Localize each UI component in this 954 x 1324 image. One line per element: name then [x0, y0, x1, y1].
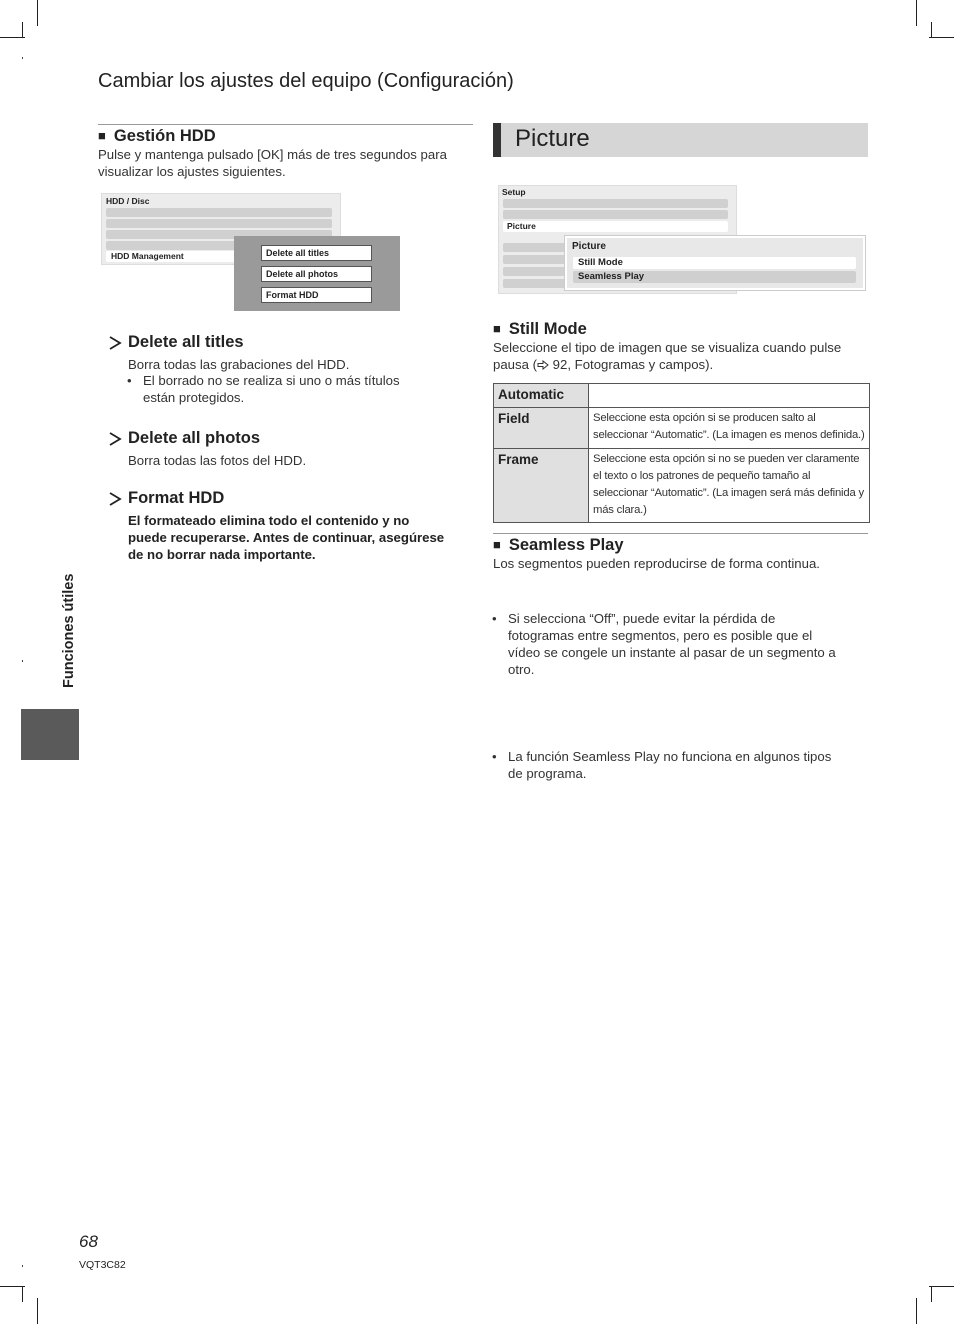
chevron-right-icon: [108, 431, 122, 447]
side-tab-label: Funciones útiles: [61, 573, 77, 688]
heading-marker: ■: [493, 537, 501, 552]
gestion-heading: [98, 127, 216, 146]
table-key: Field: [494, 408, 589, 449]
crop-mark: [931, 1286, 932, 1302]
crop-mark: [37, 1298, 38, 1324]
osd-option-format-hdd: Format HDD: [261, 287, 372, 303]
still-mode-table: [493, 383, 870, 523]
osd-option-delete-all-photos: Delete all photos: [261, 266, 372, 282]
page-title: Cambiar los ajustes del equipo (Configuración): [98, 70, 514, 92]
crop-mark: [929, 37, 954, 38]
heading-marker: ■: [493, 321, 501, 336]
crop-mark: [916, 0, 917, 26]
table-key: Frame: [494, 449, 589, 523]
picture-osd-panel: [565, 236, 865, 290]
osd-bar: [503, 243, 573, 252]
table-row: [494, 384, 870, 408]
seamless-play-intro: Los segmentos pueden reproducirse de forma continua.: [493, 556, 820, 571]
still-mode-intro-before: Seleccione el tipo de imagen que se visualiza cuando pulse pausa (: [493, 340, 842, 372]
table-key: Automatic: [494, 384, 589, 408]
osd-option-label: Still Mode: [578, 257, 623, 268]
reference-arrow-icon: [537, 360, 549, 370]
osd-bar: [503, 199, 728, 208]
format-hdd-title: Format HDD: [128, 489, 225, 507]
picture-banner-title: Picture: [515, 125, 590, 152]
still-mode-intro: [493, 339, 853, 373]
margin-dot: [22, 57, 23, 59]
osd-option-delete-all-titles: Delete all titles: [261, 245, 372, 261]
margin-dot: [22, 660, 23, 662]
table-value: Seleccione esta opción si se producen salto al seleccionar “Automatic”. (La imagen es menos definida.): [589, 408, 870, 449]
table-value: [589, 384, 870, 408]
delete-all-photos-heading: [108, 429, 260, 448]
format-hdd-heading: [108, 489, 224, 508]
osd-selected-item: [503, 221, 728, 232]
crop-mark: [929, 1286, 954, 1287]
osd-option-still-mode: [573, 257, 856, 269]
osd-bar: [503, 210, 728, 219]
section-rule: [98, 124, 473, 125]
picture-banner: [493, 123, 868, 157]
seamless-play-bullet: • Si selecciona “Off”, puede evitar la pérdida de fotogramas entre segmentos, pero es posible que el vídeo se congele un instante al pasar de un segmento a otro.: [492, 610, 844, 678]
still-mode-heading-text: Still Mode: [508, 320, 587, 338]
table-row: [494, 449, 870, 523]
osd-option-seamless-play: [573, 271, 856, 283]
gestion-heading-text: Gestión HDD: [113, 127, 216, 145]
doc-code: VQT3C82: [79, 1259, 126, 1271]
delete-all-titles-text: Borra todas las grabaciones del HDD.: [128, 357, 350, 372]
osd-bar: [503, 255, 573, 264]
seamless-play-heading-text: Seamless Play: [508, 536, 624, 554]
still-mode-heading: [493, 320, 587, 339]
still-mode-intro-after: 92, Fotogramas y campos).: [549, 357, 714, 372]
osd-bar: [503, 267, 573, 276]
format-hdd-warning: El formateado elimina todo el contenido y no puede recuperarse. Antes de continuar, asegúrese de no borrar nada importante.: [128, 513, 445, 562]
banner-accent: [493, 123, 501, 157]
heading-marker: ■: [98, 128, 106, 143]
seamless-play-bullet: • La función Seamless Play no funciona en algunos tipos de programa.: [492, 748, 844, 782]
crop-mark: [37, 0, 38, 26]
crop-mark: [916, 1298, 917, 1324]
margin-dot: [22, 1265, 23, 1267]
delete-all-titles-bullet: • El borrado no se realiza si uno o más títulos están protegidos.: [127, 372, 433, 406]
osd-bar: [503, 279, 573, 288]
delete-all-titles-heading: [108, 333, 244, 352]
table-value: Seleccione esta opción si no se pueden ver claramente el texto o los patrones de pequeño tamaño al seleccionar “Automatic”. (La imagen será más definida y más clara.): [589, 449, 870, 523]
osd-header: Setup: [502, 187, 526, 197]
page-number: 68: [79, 1232, 98, 1251]
delete-all-titles-title: Delete all titles: [128, 333, 244, 351]
osd-panel-title: Picture: [572, 241, 606, 252]
chevron-right-icon: [108, 335, 122, 351]
osd-bar: [106, 219, 332, 228]
osd-selected-label: HDD Management: [111, 251, 184, 261]
chevron-right-icon: [108, 491, 122, 507]
seamless-play-heading: [493, 536, 624, 555]
gestion-intro: Pulse y mantenga pulsado [OK] más de tres segundos para visualizar los ajustes siguientes.: [98, 147, 447, 179]
osd-bar: [106, 208, 332, 217]
osd-selected-label: Picture: [507, 221, 536, 231]
osd-selected-item: [106, 251, 246, 262]
side-tab: [21, 709, 79, 760]
crop-mark: [22, 22, 23, 38]
table-row: [494, 408, 870, 449]
section-rule: [493, 533, 868, 534]
crop-mark: [931, 22, 932, 38]
osd-option-label: Seamless Play: [578, 271, 645, 282]
crop-mark: [22, 1286, 23, 1302]
osd-header: HDD / Disc: [106, 196, 150, 206]
delete-all-photos-title: Delete all photos: [128, 429, 261, 447]
hdd-osd-panel: [234, 236, 400, 311]
delete-all-photos-text: Borra todas las fotos del HDD.: [128, 453, 307, 468]
